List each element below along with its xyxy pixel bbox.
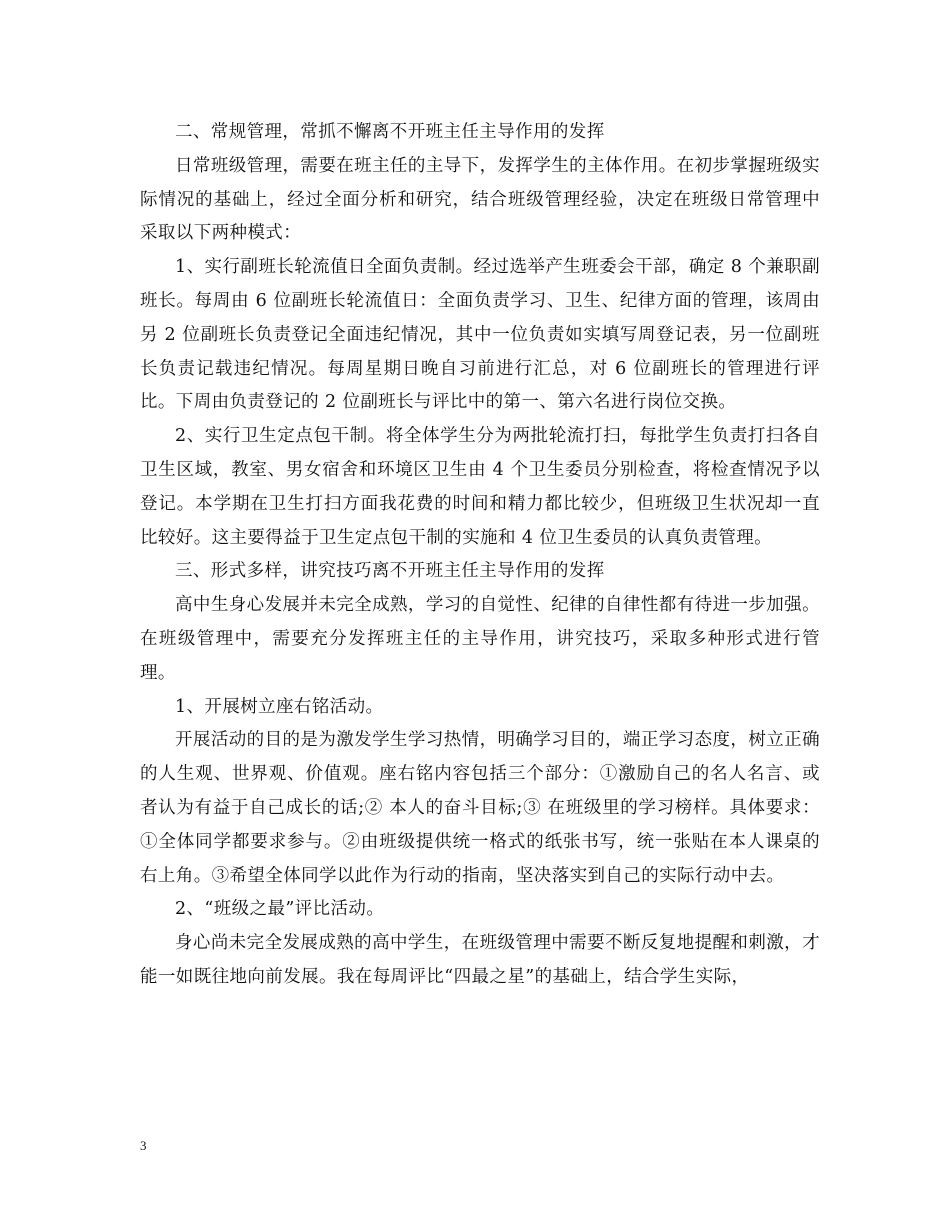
subheading-class-best-activity: 2、“班级之最”评比活动。	[175, 899, 385, 920]
page-number: 3	[140, 1138, 147, 1153]
section-heading-routine-management: 二、常规管理，常抓不懈离不开班主任主导作用的发挥	[175, 122, 605, 142]
paragraph-high-school-development: 高中生身心发展并未完全成熟，学习的自觉性、纪律的自律性都有待进一步加强。在班级管理中，需要充分发挥班主任的主导作用，讲究技巧，采取多种形式进行管理。	[140, 595, 820, 683]
paragraph-vice-monitor-duty: 1、实行副班长轮流值日全面负责制。经过选举产生班委会干部，确定 8 个兼职副班长。每周由 6 位副班长轮流值日：全面负责学习、卫生、纪律方面的管理，该周由另 2 位副班长负责登记全面违纪情况，其中一位负责如实填写周登记表，另一位副班长负责记载违纪情况。每周星期日晚自习前进行汇总，对 6 位副班长的管理进行评比。下周由负责登记的 2 位副班长与评比中的第一、第六名进行岗位交换。	[140, 257, 820, 413]
paragraph-daily-management: 日常班级管理，需要在班主任的主导下，发挥学生的主体作用。在初步掌握班级实际情况的基础上，经过全面分析和研究，结合班级管理经验，决定在班级日常管理中采取以下两种模式：	[140, 155, 820, 244]
section-heading-diverse-forms: 三、形式多样，讲究技巧离不开班主任主导作用的发挥	[175, 561, 605, 582]
subheading-motto-activity: 1、开展树立座右铭活动。	[175, 696, 384, 717]
paragraph-class-best-details: 身心尚未完全发展成熟的高中学生，在班级管理中需要不断反复地提醒和刺激，才能一如既往地向前发展。我在每周评比“四最之星”的基础上，结合学生实际，	[140, 933, 820, 987]
paragraph-motto-details: 开展活动的目的是为激发学生学习热情，明确学习目的，端正学习态度，树立正确的人生观、世界观、价值观。座右铭内容包括三个部分：①激励自己的名人名言、或者认为有益于自己成长的话;② 本人的奋斗目标;③ 在班级里的学习榜样。具体要求：①全体同学都要求参与。②由班级提供统一格式的纸张书写，统一张贴在本人课桌的右上角。③希望全体同学以此作为行动的指南，坚决落实到自己的实际行动中去。	[140, 730, 820, 886]
paragraph-hygiene-responsibility: 2、实行卫生定点包干制。将全体学生分为两批轮流打扫，每批学生负责打扫各自卫生区域，教室、男女宿舍和环境区卫生由 4 个卫生委员分别检查，将检查情况予以登记。本学期在卫生打扫方面我花费的时间和精力都比较少，但班级卫生状况却一直比较好。这主要得益于卫生定点包干制的实施和 4 位卫生委员的认真负责管理。	[140, 426, 820, 548]
document-body	[140, 116, 820, 995]
